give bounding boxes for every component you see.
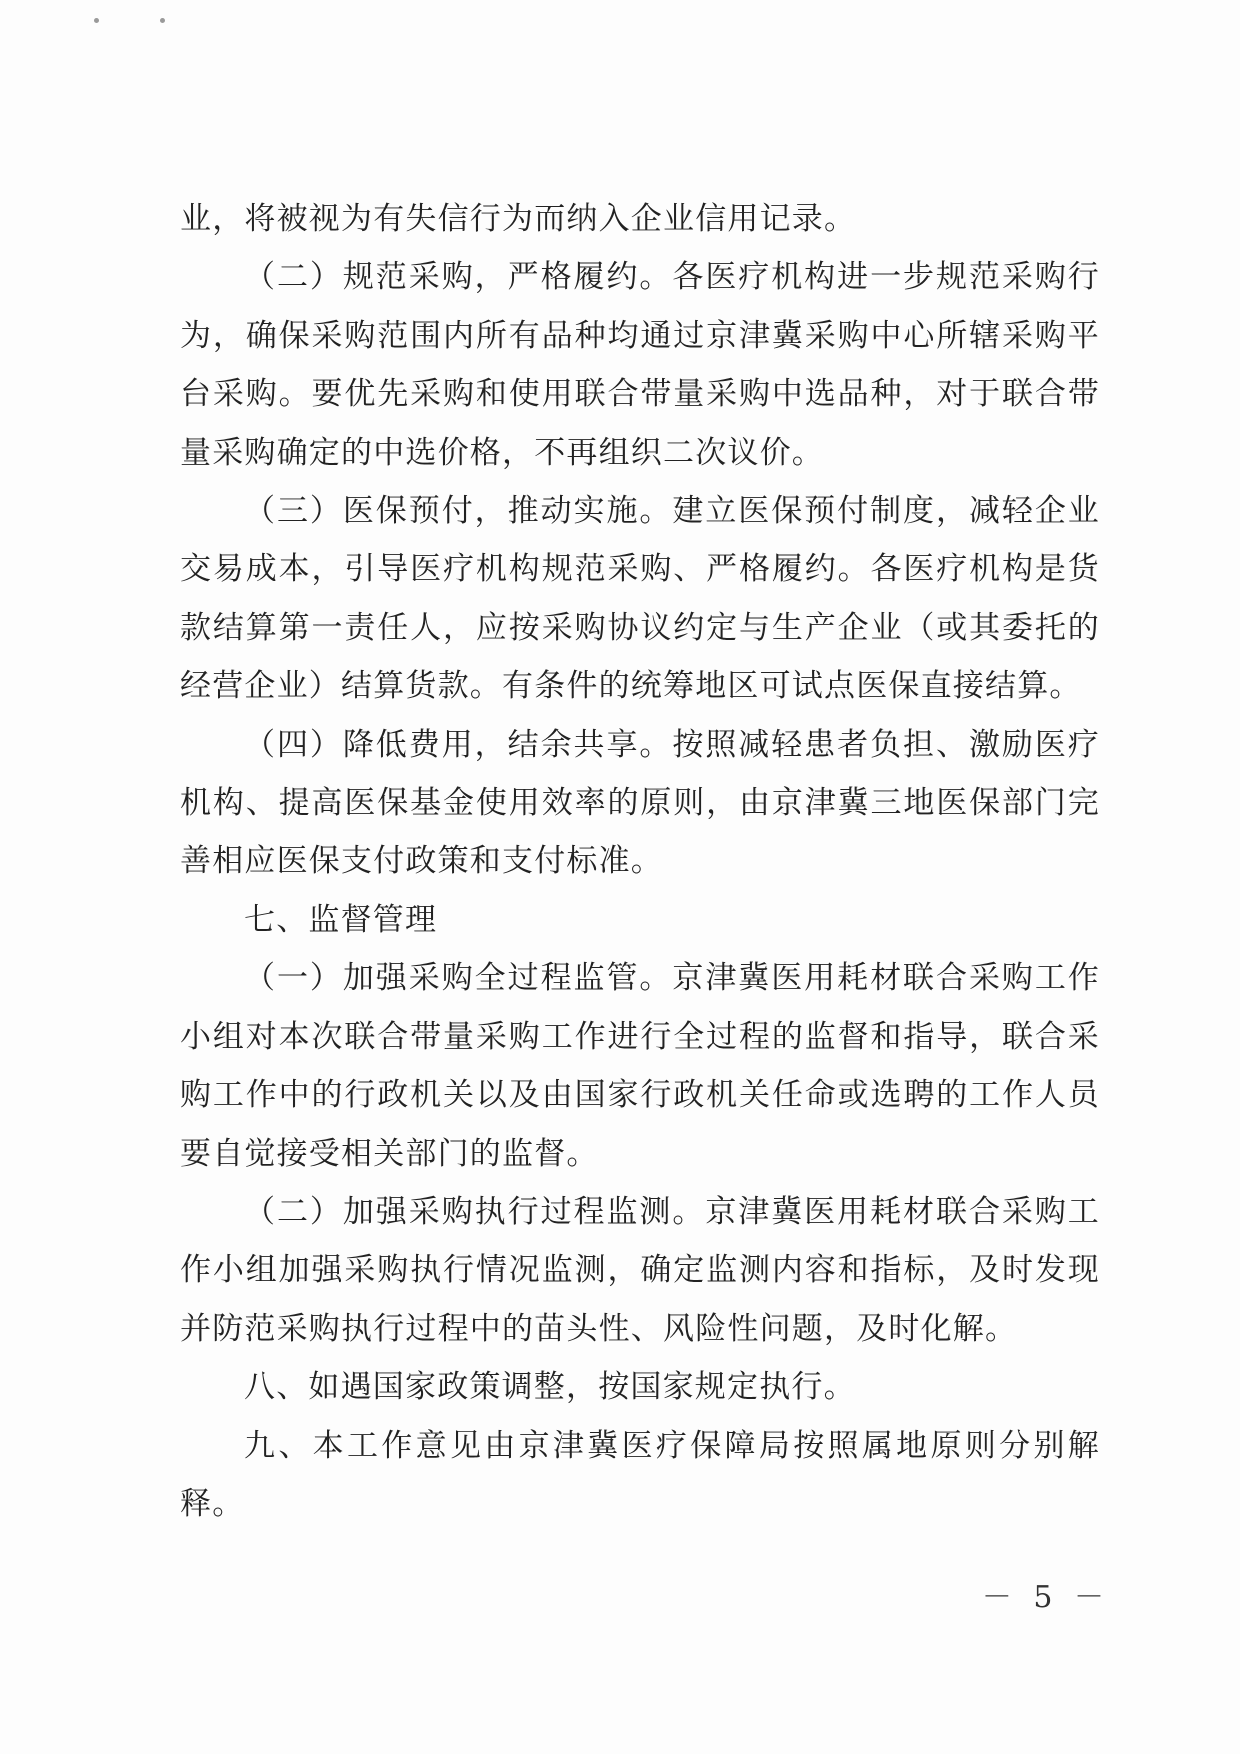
paragraph-execution-monitoring: （二）加强采购执行过程监测。京津冀医用耗材联合采购工作小组加强采购执行情况监测，确定监测内容和指标，及时发现并防范采购执行过程中的苗头性、风险性问题，及时化解。 [180,1193,1100,1347]
paragraph-standardize-procurement: （二）规范采购，严格履约。各医疗机构进一步规范采购行为，确保采购范围内所有品种均通过京津冀采购中心所辖采购平台采购。要优先采购和使用联合带量采购中选品种，对于联合带量采购确定的中选价格，不再组织二次议价。 [180,259,1100,471]
paragraph-reduce-costs: （四）降低费用，结余共享。按照减轻患者负担、激励医疗机构、提高医保基金使用效率的原则，由京津冀三地医保部门完善相应医保支付政策和支付标准。 [180,726,1100,880]
section-heading-interpretation: 九、本工作意见由京津冀医疗保障局按照属地原则分别解释。 [180,1427,1100,1522]
scan-artifact-dot [94,18,99,23]
paragraph-medical-insurance-prepayment: （三）医保预付，推动实施。建立医保预付制度，减轻企业交易成本，引导医疗机构规范采购、严格履约。各医疗机构是货款结算第一责任人，应按采购协议约定与生产企业（或其委托的经营企业）结算货款。有条件的统筹地区可试点医保直接结算。 [180,493,1100,705]
section-heading-supervision: 七、监督管理 [244,901,438,938]
document-body [180,190,1100,1533]
section-heading-policy-adjustment: 八、如遇国家政策调整，按国家规定执行。 [244,1369,856,1406]
paragraph-continuation: 业，将被视为有失信行为而纳入企业信用记录。 [180,201,857,237]
page-number: － 5 － [981,1580,1110,1615]
scan-artifact-dot [160,18,165,23]
paragraph-process-supervision: （一）加强采购全过程监管。京津冀医用耗材联合采购工作小组对本次联合带量采购工作进行全过程的监督和指导，联合采购工作中的行政机关以及由国家行政机关任命或选聘的工作人员要自觉接受相关部门的监督。 [180,960,1100,1172]
